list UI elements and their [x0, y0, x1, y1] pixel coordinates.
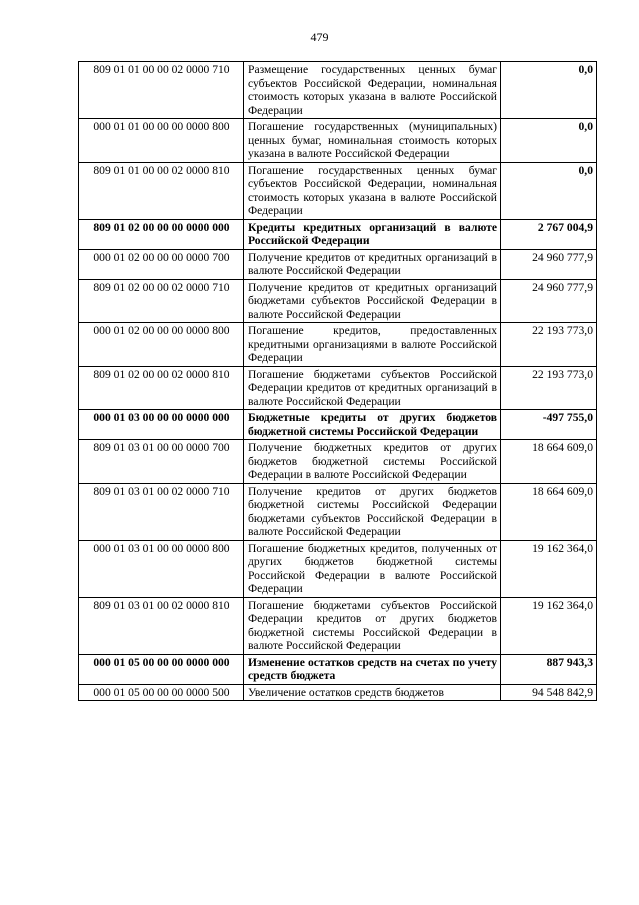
source-description: Размещение государственных ценных бумаг субъектов Российской Федерации, номинальная стоимость которых указана в валюте Российской Федерации [244, 62, 501, 119]
source-description: Изменение остатков средств на счетах по учету средств бюджета [244, 654, 501, 684]
amount-value: 887 943,3 [501, 654, 597, 684]
table-row [79, 483, 597, 540]
table-row [79, 219, 597, 249]
table-row [79, 540, 597, 597]
amount-value: 0,0 [501, 119, 597, 163]
source-description: Кредиты кредитных организаций в валюте Российской Федерации [244, 219, 501, 249]
amount-value: -497 755,0 [501, 410, 597, 440]
budget-classification-code: 809 01 03 01 00 00 0000 700 [79, 440, 244, 484]
budget-classification-code: 000 01 03 00 00 00 0000 000 [79, 410, 244, 440]
budget-classification-code: 809 01 03 01 00 02 0000 810 [79, 597, 244, 654]
amount-value: 19 162 364,0 [501, 597, 597, 654]
amount-value: 0,0 [501, 62, 597, 119]
table-row [79, 410, 597, 440]
source-description: Погашение бюджетных кредитов, полученных от других бюджетов бюджетной системы Российской Федерации в валюте Российской Федерации [244, 540, 501, 597]
page-number: 479 [310, 30, 329, 44]
amount-value: 94 548 842,9 [501, 684, 597, 701]
source-description: Погашение государственных (муниципальных) ценных бумаг, номинальная стоимость которых указана в валюте Российской Федерации [244, 119, 501, 163]
table-row [79, 323, 597, 367]
budget-classification-code: 809 01 02 00 00 02 0000 810 [79, 366, 244, 410]
source-description: Получение бюджетных кредитов от других бюджетов бюджетной системы Российской Федерации в валюте Российской Федерации [244, 440, 501, 484]
budget-classification-code: 000 01 02 00 00 00 0000 700 [79, 249, 244, 279]
source-description: Получение кредитов от кредитных организаций в валюте Российской Федерации [244, 249, 501, 279]
budget-classification-code: 000 01 03 01 00 00 0000 800 [79, 540, 244, 597]
source-description: Получение кредитов от других бюджетов бюджетной системы Российской Федерации бюджетами субъектов Российской Федерации в валюте Российской Федерации [244, 483, 501, 540]
amount-value: 18 664 609,0 [501, 483, 597, 540]
amount-value: 22 193 773,0 [501, 366, 597, 410]
source-description: Погашение кредитов, предоставленных кредитными организациями в валюте Российской Федерации [244, 323, 501, 367]
budget-classification-code: 809 01 02 00 00 02 0000 710 [79, 279, 244, 323]
source-description: Погашение бюджетами субъектов Российской Федерации кредитов от других бюджетов бюджетной системы Российской Федерации в валюте Российской Федерации [244, 597, 501, 654]
source-description: Получение кредитов от кредитных организаций бюджетами субъектов Российской Федерации в валюте Российской Федерации [244, 279, 501, 323]
source-description: Погашение государственных ценных бумаг субъектов Российской Федерации, номинальная стоимость которых указана в валюте Российской Федерации [244, 162, 501, 219]
table-row [79, 684, 597, 701]
budget-classification-code: 809 01 03 01 00 02 0000 710 [79, 483, 244, 540]
table-row [79, 249, 597, 279]
table-row [79, 162, 597, 219]
amount-value: 22 193 773,0 [501, 323, 597, 367]
budget-classification-code: 000 01 05 00 00 00 0000 000 [79, 654, 244, 684]
budget-classification-code: 000 01 02 00 00 00 0000 800 [79, 323, 244, 367]
budget-classification-code: 809 01 01 00 00 02 0000 810 [79, 162, 244, 219]
budget-classification-code: 809 01 02 00 00 00 0000 000 [79, 219, 244, 249]
amount-value: 0,0 [501, 162, 597, 219]
table-row [79, 366, 597, 410]
amount-value: 19 162 364,0 [501, 540, 597, 597]
source-description: Увеличение остатков средств бюджетов [244, 684, 501, 701]
amount-value: 18 664 609,0 [501, 440, 597, 484]
source-description: Погашение бюджетами субъектов Российской Федерации кредитов от кредитных организаций в валюте Российской Федерации [244, 366, 501, 410]
source-description: Бюджетные кредиты от других бюджетов бюджетной системы Российской Федерации [244, 410, 501, 440]
budget-classification-code: 000 01 05 00 00 00 0000 500 [79, 684, 244, 701]
table-row [79, 279, 597, 323]
table-row [79, 440, 597, 484]
table-row [79, 62, 597, 119]
amount-value: 2 767 004,9 [501, 219, 597, 249]
table-row [79, 119, 597, 163]
table-row [79, 597, 597, 654]
amount-value: 24 960 777,9 [501, 279, 597, 323]
table-body [79, 62, 597, 701]
budget-sources-table [78, 61, 597, 701]
budget-classification-code: 809 01 01 00 00 02 0000 710 [79, 62, 244, 119]
budget-classification-code: 000 01 01 00 00 00 0000 800 [79, 119, 244, 163]
table-row [79, 654, 597, 684]
amount-value: 24 960 777,9 [501, 249, 597, 279]
